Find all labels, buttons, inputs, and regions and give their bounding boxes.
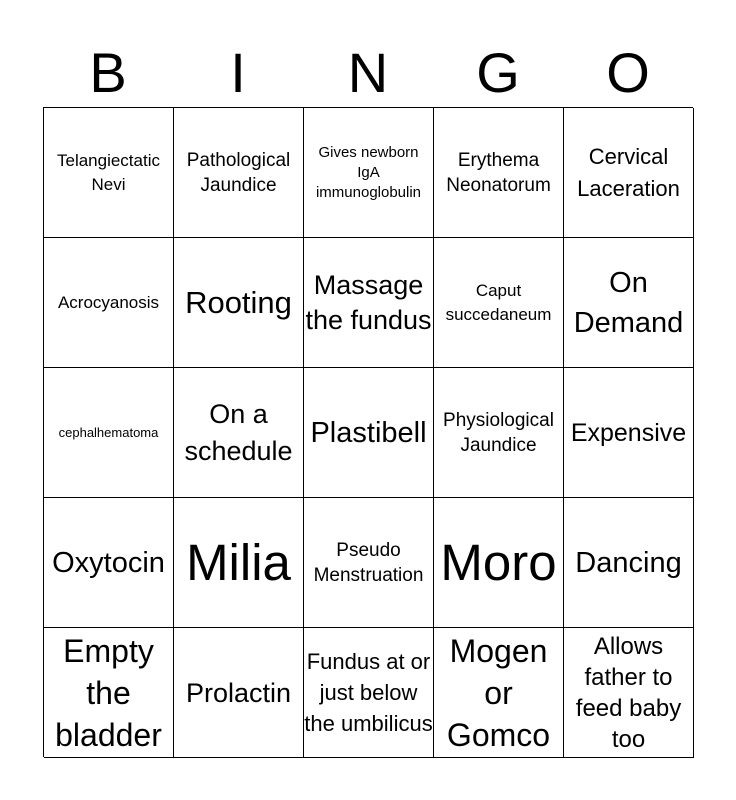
cell-text: Moro [440,533,557,591]
cell-text: cephalhematoma [58,424,159,440]
bingo-cell[interactable] [174,108,304,238]
cell-text: Dancing [575,546,682,579]
bingo-cell[interactable] [434,498,564,628]
cell-text: Allows father to feed baby too [575,632,682,753]
bingo-cell[interactable] [304,498,434,628]
bingo-cell[interactable] [174,368,304,498]
bingo-cell[interactable] [304,628,434,758]
bingo-cell[interactable] [304,238,434,368]
cell-text: Massage the fundus [305,269,432,335]
cell-text: Acrocyanosis [57,292,160,312]
cell-text: Milia [186,533,291,591]
bingo-cell[interactable] [434,368,564,498]
bingo-cell[interactable] [564,628,694,758]
cell-text: Caput succedaneum [445,280,552,324]
header-letter-g: G [476,41,520,104]
header-letter-o: O [606,41,650,104]
cell-text: Expensive [570,418,687,447]
cell-text: Gives newborn IgA immunoglobulin [315,143,422,201]
bingo-cell[interactable] [564,498,694,628]
cell-text: Plastibell [310,416,427,449]
cell-text: Empty the bladder [55,632,162,753]
bingo-cell[interactable] [304,108,434,238]
cell-text: Rooting [185,284,292,320]
bingo-cell[interactable] [44,368,174,498]
bingo-cell[interactable] [44,108,174,238]
bingo-cell[interactable] [44,628,174,758]
cell-text: Oxytocin [52,546,165,579]
cell-text: Telangiectatic Nevi [56,150,160,194]
header-letter-i: I [230,41,246,104]
bingo-header [43,40,693,106]
bingo-cell[interactable] [174,498,304,628]
bingo-cell[interactable] [564,368,694,498]
cell-text: On Demand [573,266,684,339]
bingo-cell[interactable] [434,238,564,368]
cell-text: Fundus at or just below the umbilicus [304,649,433,736]
cell-text: On a schedule [184,398,293,466]
bingo-cell[interactable] [564,108,694,238]
bingo-cell[interactable] [174,628,304,758]
bingo-card [43,107,693,757]
bingo-cell[interactable] [304,368,434,498]
header-letter-n: N [347,41,389,104]
bingo-cell[interactable] [174,238,304,368]
bingo-cell[interactable] [434,108,564,238]
bingo-cell[interactable] [564,238,694,368]
cell-text: Pathological Jaundice [186,149,291,196]
bingo-cell[interactable] [44,238,174,368]
bingo-cell[interactable] [44,498,174,628]
cell-text: Erythema Neonatorum [446,149,551,196]
header-letter-b: B [89,41,127,104]
cell-text: Physiological Jaundice [443,409,554,456]
cell-text: Cervical Laceration [577,143,680,201]
cell-text: Prolactin [185,677,292,708]
bingo-cell[interactable] [434,628,564,758]
cell-text: Mogen or Gomco [446,632,551,753]
cell-text: Pseudo Menstruation [313,539,424,586]
